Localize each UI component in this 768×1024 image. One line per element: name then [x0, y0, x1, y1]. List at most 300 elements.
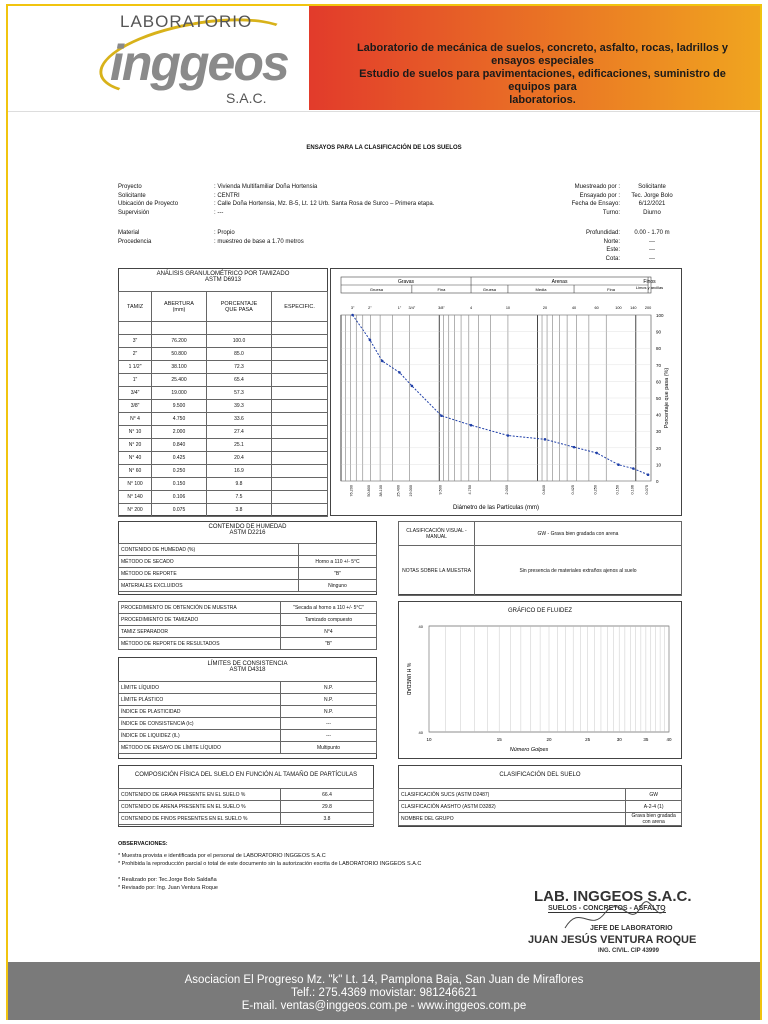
table-row: [399, 801, 682, 813]
stamp-sub: SUELOS - CONCRETOS - ASFALTO: [548, 905, 666, 912]
data-point: [544, 438, 547, 441]
fluidez-title: GRÁFICO DE FLUIDEZ: [507, 608, 572, 614]
table-row: [399, 789, 682, 801]
especif-cell: [272, 374, 328, 387]
tamiz-cell: 3/8": [119, 400, 152, 413]
abertura-cell: 50.800: [152, 348, 207, 361]
info-label: Ensayado por :: [579, 192, 620, 199]
pasa-cell: 25.1: [206, 439, 271, 452]
abertura-cell: 76.200: [152, 335, 207, 348]
row-label: LÍMITE LÍQUIDO: [119, 682, 281, 694]
cell: [152, 322, 207, 335]
humedad-title: [119, 524, 376, 536]
col-abertura: [152, 292, 207, 322]
fluidez-x-tick: 30: [616, 737, 622, 742]
row-value: N.P.: [281, 682, 377, 694]
row-value: GW: [626, 789, 682, 801]
row-label: NOMBRE DEL GRUPO: [399, 813, 626, 826]
footer-phone: Telf.: 275.4369 movistar: 981246621: [290, 987, 478, 999]
row-label: CONTENIDO DE FINOS PRESENTES EN EL SUELO %: [119, 813, 281, 825]
fluidez-x-tick: 15: [496, 737, 502, 742]
x-tick-label: 25.400: [396, 485, 401, 497]
composicion-body: [119, 789, 374, 825]
x-tick-label: 0.075: [645, 485, 650, 495]
pasa-cell: 39.3: [206, 400, 271, 413]
y-tick-label: 80: [656, 346, 662, 352]
table-row: [119, 682, 377, 694]
data-point: [573, 446, 576, 449]
sieve-label: 3": [350, 306, 355, 310]
data-point: [381, 360, 384, 363]
table-row: [119, 718, 377, 730]
especif-cell: [272, 335, 328, 348]
especif-cell: [272, 491, 328, 504]
pasa-cell: 85.0: [206, 348, 271, 361]
abertura-cell: 0.075: [152, 504, 207, 517]
info-value: Tec. Jorge Bolo: [631, 192, 673, 199]
realizado-por: * Realizado por: Tec.Jorge Bolo Saldaña: [118, 877, 217, 883]
y-axis-label: Porcentaje que pasa (%): [664, 367, 670, 429]
abertura-cell: 0.106: [152, 491, 207, 504]
info-label: Material: [118, 230, 140, 236]
tamiz-cell: 1": [119, 374, 152, 387]
footer: [8, 962, 760, 1020]
y-tick-label: 90: [656, 329, 662, 335]
limites-box: [118, 657, 377, 759]
x-tick-label: 38.100: [379, 485, 384, 497]
row-label: MÉTODO DE SECADO: [119, 556, 299, 568]
abertura-cell: 25.400: [152, 374, 207, 387]
cell: [272, 322, 328, 335]
y-tick-label: 30: [656, 429, 662, 435]
table-row: [399, 546, 682, 596]
row-value: N.P.: [281, 694, 377, 706]
pasa-cell: 7.5: [206, 491, 271, 504]
data-point: [398, 371, 401, 374]
row-value: [299, 544, 377, 556]
data-point: [440, 414, 443, 417]
info-label: Solicitante: [118, 192, 146, 199]
document-title: ENSAYOS PARA LA CLASIFICACIÓN DE LOS SUELOS: [306, 145, 462, 151]
composicion-table: [118, 788, 374, 825]
info-label: Norte:: [603, 238, 620, 245]
material-right-labels: [530, 229, 620, 263]
table-row: [119, 504, 328, 517]
info-value: : Propio: [214, 230, 235, 236]
granulometry-table: [118, 291, 328, 517]
row-label: PROCEDIMIENTO DE TAMIZADO: [119, 614, 281, 626]
pasa-cell: 100.0: [206, 335, 271, 348]
info-value: ---: [649, 238, 655, 245]
x-tick-label: 2.000: [504, 485, 509, 495]
pasa-cell: 9.8: [206, 478, 271, 491]
row-label: CONTENIDO DE ARENA PRESENTE EN EL SUELO %: [119, 801, 281, 813]
tamiz-cell: N° 60: [119, 465, 152, 478]
fluidez-y-top: 40: [418, 624, 423, 629]
table-row: [119, 801, 374, 813]
col-abertura-b: (mm): [172, 306, 186, 313]
fluidez-x-tick: 10: [426, 737, 432, 742]
y-tick-label: 10: [656, 462, 662, 468]
logo-lab-text: LABORATORIO: [120, 12, 253, 31]
granulometry-title-2: ASTM D6913: [204, 277, 241, 283]
row-value: "Secada al horno a 110 +/- 5°C": [281, 602, 377, 614]
grading-curve: [353, 315, 648, 475]
header-banner: [309, 6, 760, 110]
sieve-label: 200: [644, 306, 652, 310]
row-value: Horno a 110 +/- 5°C: [299, 556, 377, 568]
x-tick-label: 19.000: [408, 485, 413, 497]
y-tick-label: 0: [656, 479, 659, 484]
data-point: [507, 434, 510, 437]
especif-cell: [272, 361, 328, 374]
footer-email: E-mail. ventas@inggeos.com.pe - www.inggeos.com.pe: [241, 1000, 527, 1012]
abertura-cell: 19.000: [152, 387, 207, 400]
row-label: CLASIFICACIÓN AASHTO (ASTM D3282): [399, 801, 626, 813]
tamiz-cell: N° 4: [119, 413, 152, 426]
especif-cell: [272, 426, 328, 439]
sieve-label: 20: [542, 306, 548, 310]
clasif-visual-table: [398, 521, 682, 596]
especif-cell: [272, 400, 328, 413]
especif-cell: [272, 439, 328, 452]
row-label: PROCEDIMIENTO DE OBTENCIÓN DE MUESTRA: [119, 602, 281, 614]
x-tick-label: 76.200: [349, 485, 354, 497]
tamiz-cell: N° 100: [119, 478, 152, 491]
row-label: CONTENIDO DE HUMEDAD (%): [119, 544, 299, 556]
pasa-cell: 57.3: [206, 387, 271, 400]
logo-brand-text: inggeos: [110, 35, 288, 91]
row-value: "B": [299, 568, 377, 580]
especif-cell: [272, 387, 328, 400]
finos-sub-label: Limos y arcillas: [635, 285, 664, 290]
row-label: CONTENIDO DE GRAVA PRESENTE EN EL SUELO %: [119, 789, 281, 801]
clasif-visual-label: CLASIFICACIÓN VISUAL - MANUAL: [399, 522, 475, 546]
footer-address: Asociacion El Progreso Mz. "k" Lt. 14, Pamplona Baja, San Juan de Miraflores: [184, 974, 584, 986]
granulometry-box: [118, 268, 328, 516]
pasa-cell: 33.6: [206, 413, 271, 426]
granulometry-title-1: ANÁLISIS GRANULOMÉTRICO POR TAMIZADO: [156, 271, 290, 277]
tamiz-cell: 3": [119, 335, 152, 348]
limites-title-2: ASTM D4318: [229, 667, 266, 673]
notas-value: Sin presencia de materiales extraños ajenos al suelo: [475, 546, 682, 596]
abertura-cell: 0.250: [152, 465, 207, 478]
cell: [119, 322, 152, 335]
info-value: : Calle Doña Hortensia, Mz. B-5, Lt. 12 Urb. Santa Rosa de Surco – Primera etapa.: [214, 201, 435, 207]
y-tick-label: 70: [656, 362, 662, 368]
abertura-cell: 0.425: [152, 452, 207, 465]
observaciones: [118, 840, 421, 892]
banner-line: Estudio de suelos para pavimentaciones, edificaciones, suministro de equipos para: [359, 68, 726, 93]
stamp-role: JEFE DE LABORATORIO: [590, 925, 673, 932]
row-value: 3.8: [281, 813, 374, 825]
subgroup-label: Gruesa: [369, 287, 383, 292]
table-row: [119, 465, 328, 478]
row-value: "B": [281, 638, 377, 650]
x-tick-label: 0.106: [630, 485, 635, 495]
data-point: [351, 314, 354, 317]
table-row: [119, 614, 377, 626]
abertura-cell: 0.840: [152, 439, 207, 452]
clasificacion-table: [398, 788, 682, 826]
info-value: : muestreo de base a 1.70 metros: [214, 238, 304, 245]
clasif-visual-value: GW - Grava bien gradada con arena: [475, 522, 682, 546]
granulometry-title: [119, 271, 327, 283]
limites-title: [119, 661, 376, 673]
row-value: ---: [281, 730, 377, 742]
granulometry-chart: [331, 269, 681, 515]
humedad-title-2: ASTM D2216: [229, 530, 266, 536]
info-label: Ubicación de Proyecto: [118, 201, 179, 207]
pasa-cell: 3.8: [206, 504, 271, 517]
table-row: [119, 361, 328, 374]
sieve-label: 40: [571, 306, 577, 310]
table-row: [119, 580, 377, 592]
tamiz-cell: N° 10: [119, 426, 152, 439]
table-row: [399, 522, 682, 546]
info-label: Profundidad:: [585, 230, 620, 236]
table-row: [119, 813, 374, 825]
table-row: [119, 413, 328, 426]
fluidez-x-label: Número Golpes: [509, 747, 549, 753]
table-row: [119, 439, 328, 452]
composicion-box: [118, 765, 374, 827]
sieve-label: 3/4": [408, 306, 416, 310]
project-values: [214, 183, 434, 217]
limites-title-1: LÍMITES DE CONSISTENCIA: [207, 661, 288, 667]
especif-cell: [272, 452, 328, 465]
tamiz-cell: N° 20: [119, 439, 152, 452]
info-value: : CENTRI: [214, 192, 240, 199]
notas-label: NOTAS SOBRE LA MUESTRA: [399, 546, 475, 596]
abertura-cell: 38.100: [152, 361, 207, 374]
col-tamiz: TAMIZ: [119, 292, 152, 322]
y-tick-label: 60: [656, 379, 662, 385]
table-row: [119, 544, 377, 556]
stamp-lab: LAB. INGGEOS S.A.C.: [534, 888, 692, 905]
row-label: MÉTODO DE REPORTE DE RESULTADOS: [119, 638, 281, 650]
clasificacion-box: [398, 765, 682, 827]
clasif-visual-box: [398, 521, 682, 595]
pasa-cell: 72.3: [206, 361, 271, 374]
group-label-finos: Finos: [643, 279, 656, 285]
abertura-cell: 0.150: [152, 478, 207, 491]
row-value: 29.8: [281, 801, 374, 813]
info-value: Diurno: [643, 209, 661, 216]
info-label: Muestreado por :: [574, 184, 620, 190]
row-label: CLASIFICACIÓN SUCS (ASTM D2487): [399, 789, 626, 801]
revisado-por: * Revisado por: Ing. Juan Ventura Roque: [118, 885, 218, 891]
table-row: [119, 478, 328, 491]
row-label: ÍNDICE DE LIQUIDEZ (IL): [119, 730, 281, 742]
data-point: [595, 452, 598, 455]
sieve-label: 140: [630, 306, 637, 310]
info-value: : Vivienda Multifamiliar Doña Hortensia: [214, 184, 318, 190]
tamiz-cell: 1 1/2": [119, 361, 152, 374]
info-label: Turno:: [602, 209, 620, 216]
especif-cell: [272, 465, 328, 478]
observacion-item: * Prohibida la reproducción parcial o total de este documento sin la autorización escrita de LABORATORIO INGGEOS S.A.C: [118, 861, 422, 867]
info-value: 6/12/2021: [638, 201, 666, 207]
abertura-cell: 2.000: [152, 426, 207, 439]
table-row: [119, 568, 377, 580]
fluidez-x-tick: 35: [643, 737, 649, 742]
col-porcentaje-b: QUE PASA: [225, 306, 253, 313]
fluidez-chart: [399, 602, 681, 758]
sieve-label: 4: [469, 306, 473, 310]
info-value: ---: [649, 247, 655, 253]
x-tick-label: 9.500: [438, 485, 443, 495]
x-axis-label: Diámetro de las Partículas (mm): [452, 505, 540, 511]
fluidez-y-label: % H UMEDAD: [405, 662, 411, 696]
row-label: MATERIALES EXCLUIDOS: [119, 580, 299, 592]
pasa-cell: 16.9: [206, 465, 271, 478]
row-label: TAMIZ SEPARADOR: [119, 626, 281, 638]
table-row: [119, 400, 328, 413]
material-values: [214, 229, 304, 246]
table-row: [119, 638, 377, 650]
fluidez-box: [398, 601, 682, 759]
data-point: [470, 424, 473, 427]
subgroup-label: Fina: [607, 287, 615, 292]
signature: [560, 898, 670, 938]
subgroup-label: Gruesa: [482, 287, 497, 292]
banner-line: laboratorios.: [509, 94, 576, 106]
table-row: [119, 426, 328, 439]
x-tick-label: 0.840: [541, 485, 546, 495]
limites-table: [118, 681, 377, 754]
procedimiento-table: [118, 601, 377, 650]
sieve-label: 100: [615, 306, 622, 310]
col-porcentaje-a: PORCENTAJE: [220, 300, 258, 307]
project-right-labels: [530, 183, 620, 217]
granulometry-chart-box: [330, 268, 682, 516]
table-row: [119, 602, 377, 614]
cell: [206, 322, 271, 335]
table-row: [119, 556, 377, 568]
table-row: [119, 491, 328, 504]
company-logo: [38, 10, 308, 110]
data-point: [411, 385, 414, 388]
info-value: ---: [649, 255, 655, 262]
info-label: Supervisión: [118, 209, 150, 216]
row-value: Tamizado compuesto: [281, 614, 377, 626]
subgroup-label: Fina: [437, 287, 446, 292]
table-row: [119, 730, 377, 742]
sieve-label: 3/8": [438, 306, 445, 310]
col-porcentaje: [206, 292, 271, 322]
row-value: N°4: [281, 626, 377, 638]
x-tick-label: 0.150: [615, 485, 620, 495]
header: [8, 6, 760, 112]
table-row: [119, 789, 374, 801]
info-value: 0.00 - 1.70 m: [634, 230, 670, 236]
procedimiento-body: [119, 602, 377, 650]
limites-body: [119, 682, 377, 754]
sieve-label: 2": [368, 306, 372, 310]
table-row: [119, 452, 328, 465]
x-tick-label: 50.800: [366, 485, 371, 497]
fluidez-x-tick: 40: [666, 737, 672, 742]
especif-cell: [272, 478, 328, 491]
tamiz-cell: N° 40: [119, 452, 152, 465]
info-label: Cota:: [605, 255, 620, 262]
abertura-cell: 4.750: [152, 413, 207, 426]
tamiz-cell: N° 200: [119, 504, 152, 517]
stamp-cip: ING. CIVIL. CIP 43999: [598, 948, 659, 954]
y-tick-label: 100: [656, 313, 664, 318]
especif-cell: [272, 413, 328, 426]
col-especif: ESPECIFIC.: [272, 292, 328, 322]
row-label: MÉTODO DE REPORTE: [119, 568, 299, 580]
col-abertura-a: ABERTURA: [164, 300, 194, 307]
y-tick-label: 20: [656, 445, 662, 451]
especif-cell: [272, 504, 328, 517]
info-value: Solicitante: [638, 184, 666, 190]
x-tick-label: 4.750: [468, 485, 473, 495]
fluidez-x-tick: 25: [585, 737, 591, 742]
table-row: [119, 742, 377, 754]
observaciones-title: OBSERVACIONES:: [118, 841, 168, 847]
stamp-name: JUAN JESÚS VENTURA ROQUE: [528, 934, 697, 946]
humedad-title-1: CONTENIDO DE HUMEDAD: [208, 524, 287, 530]
humedad-body: [119, 544, 377, 592]
table-row: [119, 626, 377, 638]
row-value: Ninguno: [299, 580, 377, 592]
fluidez-x-tick: 20: [546, 737, 552, 742]
material-labels: [118, 229, 151, 246]
table-row: [399, 813, 682, 826]
group-label-gravas: Gravas: [397, 279, 415, 285]
logo-sac-text: S.A.C.: [226, 90, 267, 106]
info-label: Proyecto: [118, 184, 142, 190]
table-row: [119, 387, 328, 400]
y-tick-label: 40: [656, 412, 662, 418]
row-value: ---: [281, 718, 377, 730]
tamiz-cell: 3/4": [119, 387, 152, 400]
x-tick-label: 0.425: [571, 485, 576, 495]
data-point: [617, 463, 620, 466]
table-row: [119, 348, 328, 361]
row-label: MÉTODO DE ENSAYO DE LÍMITE LÍQUIDO: [119, 742, 281, 754]
clasificacion-title: CLASIFICACIÓN DEL SUELO: [499, 772, 581, 778]
y-tick-label: 50: [656, 396, 662, 401]
observacion-item: * Muestra provista e identificada por el personal de LABORATORIO INGGEOS S.A.C: [118, 853, 326, 859]
granulometry-body: [119, 335, 328, 517]
info-value: : ---: [214, 209, 224, 216]
info-label: Fecha de Ensayo:: [571, 201, 620, 207]
subgroup-label: Media: [535, 287, 547, 292]
granulometry-header-row: [119, 292, 328, 322]
table-row: [119, 335, 328, 348]
row-value: Multipunto: [281, 742, 377, 754]
humedad-table: [118, 543, 377, 592]
row-label: ÍNDICE DE PLASTICIDAD: [119, 706, 281, 718]
x-tick-label: 0.250: [593, 485, 598, 495]
pasa-cell: 65.4: [206, 374, 271, 387]
humedad-box: [118, 521, 377, 595]
spacer-row: [119, 322, 328, 335]
clasificacion-body: [399, 789, 682, 826]
data-point: [632, 467, 635, 470]
row-value: Grava bien gradada con arena: [626, 813, 682, 826]
pasa-cell: 27.4: [206, 426, 271, 439]
row-value: A-2-4 (1): [626, 801, 682, 813]
table-row: [119, 694, 377, 706]
material-right-values: [622, 229, 682, 263]
data-point: [647, 473, 650, 476]
table-row: [119, 706, 377, 718]
